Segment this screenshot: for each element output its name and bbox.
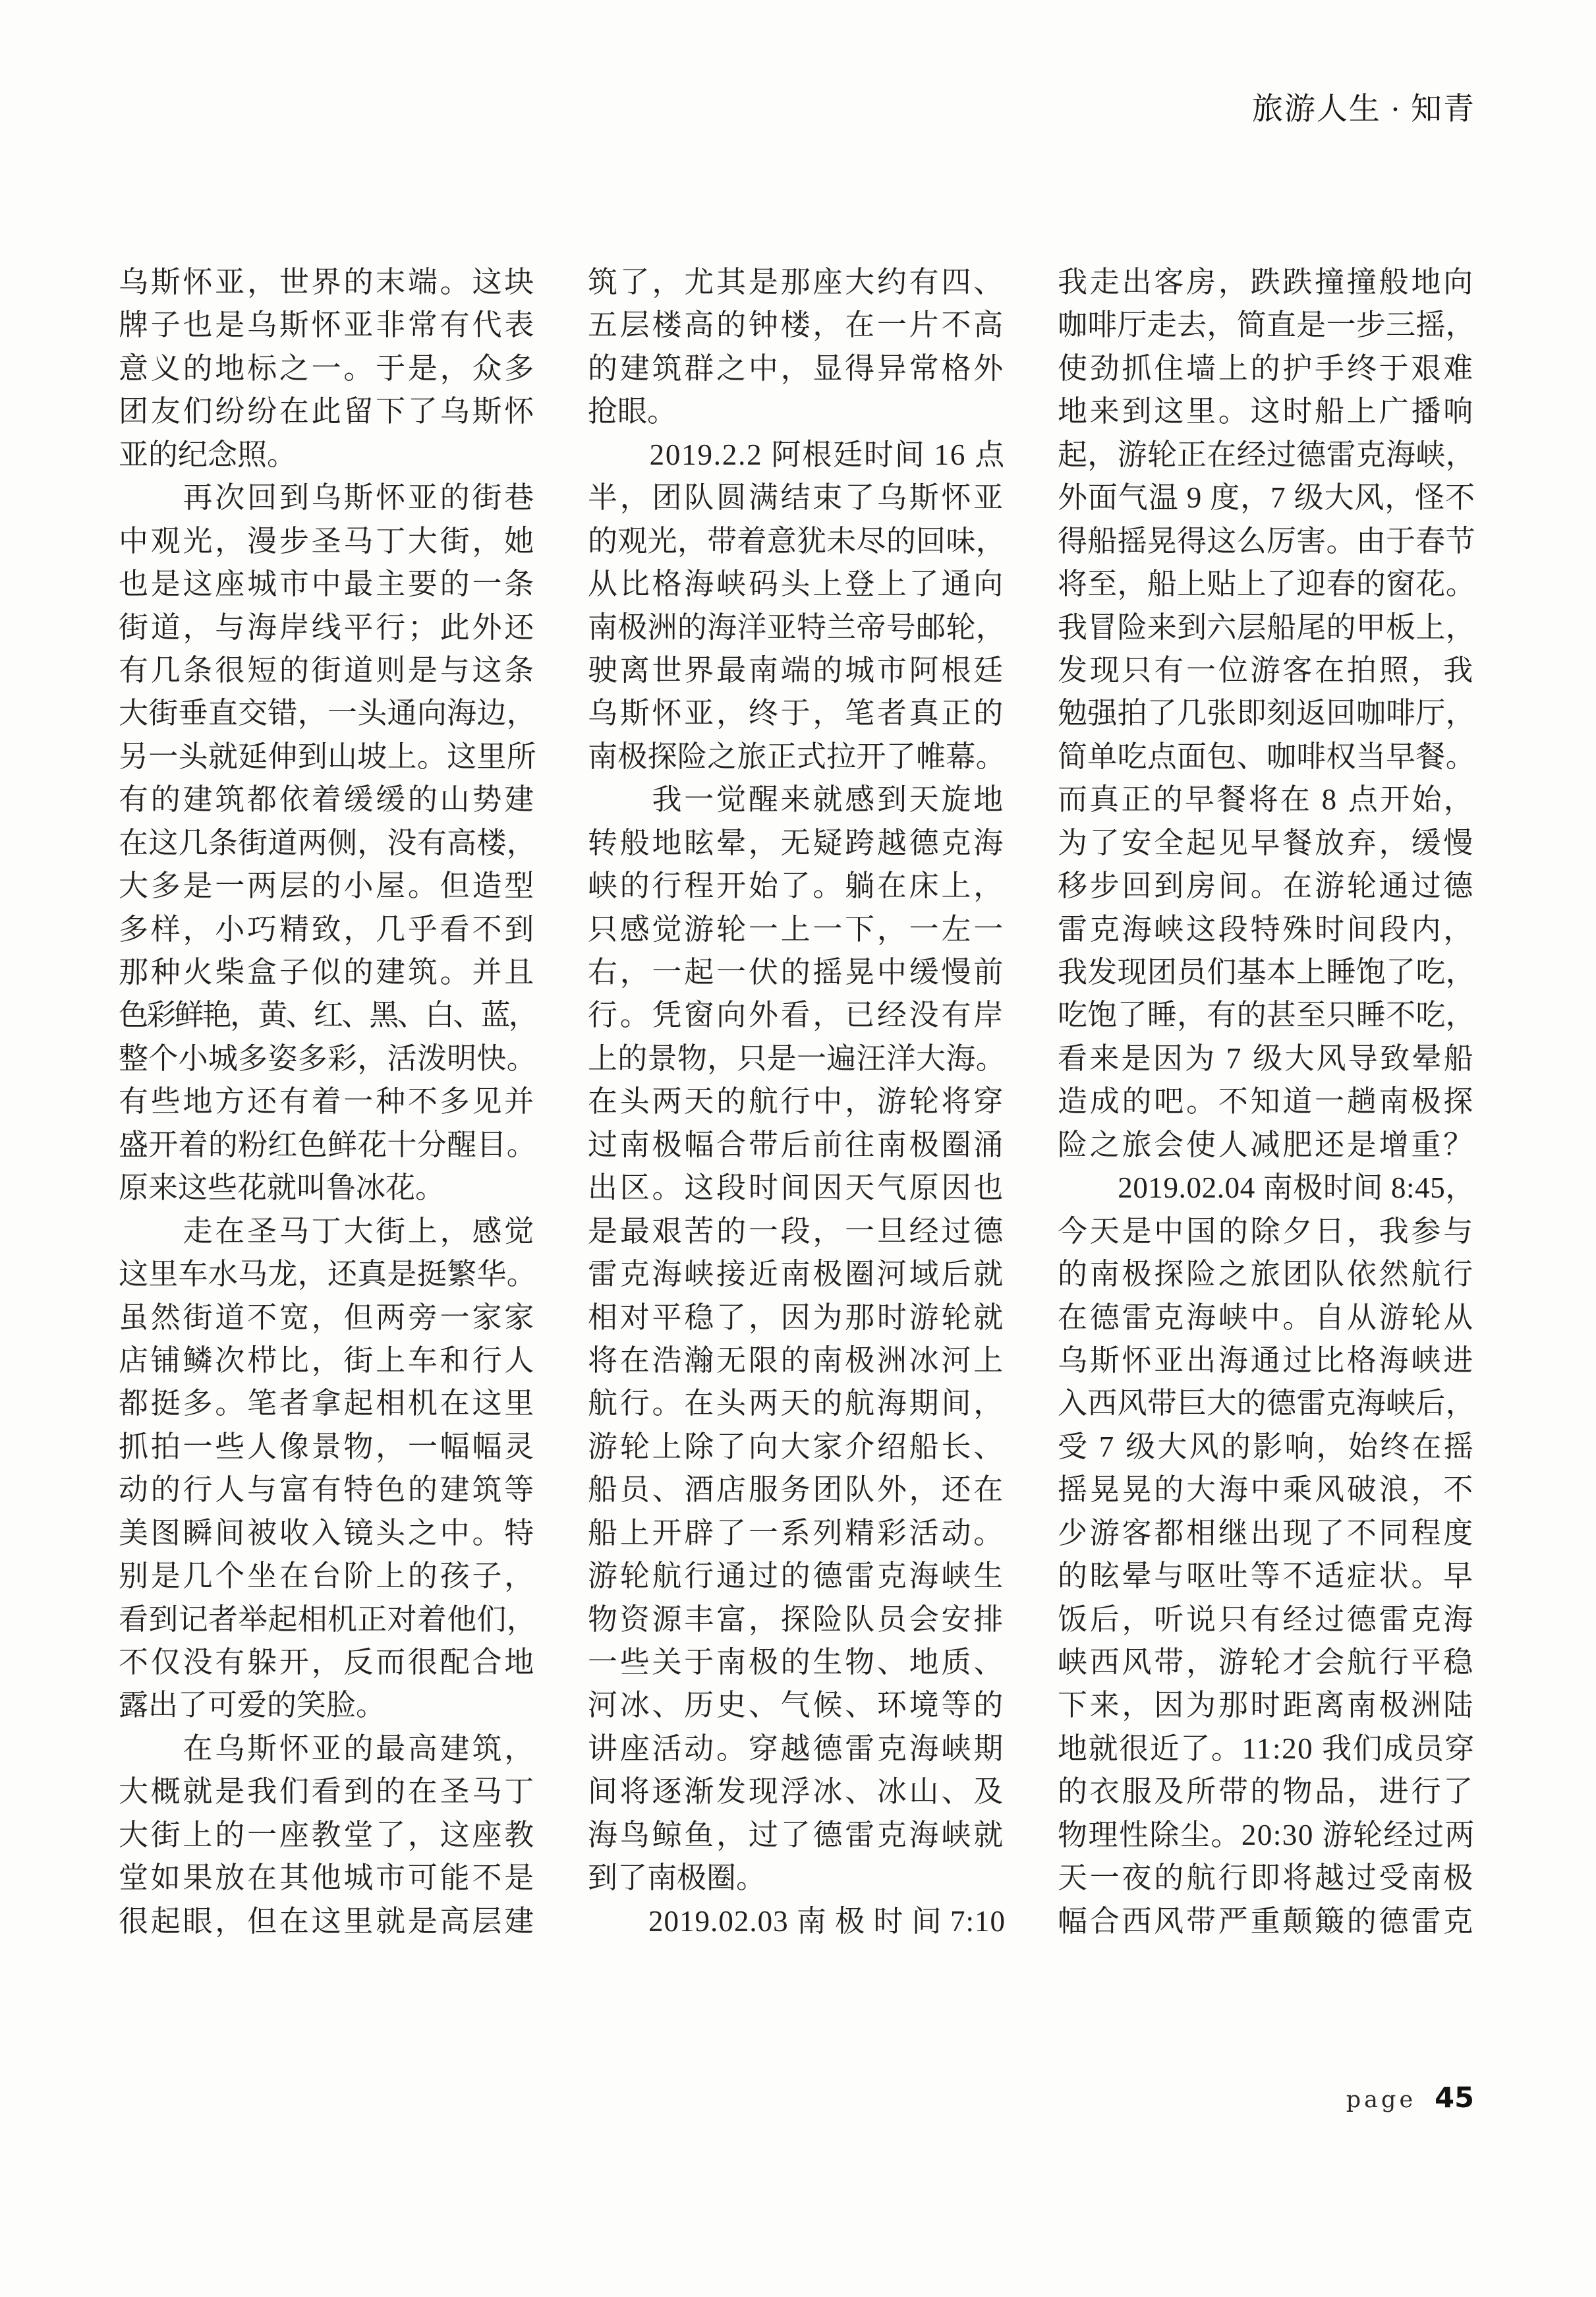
page-header-title: 旅游人生 · 知青 <box>1251 92 1475 127</box>
text-line: 使劲抓住墙上的护手终于艰难 <box>1058 351 1475 385</box>
text-line: 店铺鳞次栉比，街上车和行人 <box>119 1343 536 1377</box>
text-line: 我冒险来到六层船尾的甲板上， <box>1058 610 1475 644</box>
text-line: 大街上的一座教堂了，这座教 <box>119 1818 536 1851</box>
text-line: 是最艰苦的一段，一旦经过德 <box>588 1214 1006 1248</box>
text-line: 大街垂直交错，一头通向海边， <box>119 697 536 730</box>
text-line: 南极探险之旅正式拉开了帷幕。 <box>588 740 1006 773</box>
text-line: 也是这座城市中最主要的一条 <box>119 567 536 601</box>
text-line: 在德雷克海峡中。自从游轮从 <box>1058 1300 1475 1334</box>
text-line: 发现只有一位游客在拍照，我 <box>1058 653 1475 687</box>
text-line: 雷克海峡这段特殊时间段内， <box>1058 912 1475 946</box>
text-line: 美图瞬间被收入镜头之中。特 <box>119 1516 536 1550</box>
text-line: 得船摇晃得这么厉害。由于春节 <box>1058 524 1475 558</box>
text-line: 别是几个坐在台阶上的孩子， <box>119 1559 536 1593</box>
text-line: 半，团队圆满结束了乌斯怀亚 <box>588 481 1006 515</box>
text-line: 从比格海峡码头上登上了通向 <box>588 567 1006 601</box>
text-line: 很起眼，但在这里就是高层建 <box>119 1904 536 1938</box>
text-line: 2019.02.03 南 极 时 间 7:10 <box>588 1904 1006 1938</box>
text-line: 亚的纪念照。 <box>119 438 297 471</box>
text-line: 有些地方还有着一种不多见并 <box>119 1085 536 1119</box>
text-line: 移步回到房间。在游轮通过德 <box>1058 869 1475 903</box>
text-line: 筑了，尤其是那座大约有四、 <box>588 266 1006 299</box>
text-line: 不仅没有躲开，反而很配合地 <box>119 1646 536 1679</box>
text-line: 少游客都相继出现了不同程度 <box>1058 1516 1475 1550</box>
text-line: 街道，与海岸线平行；此外还 <box>119 610 536 644</box>
text-line: 入西风带巨大的德雷克海峡后， <box>1058 1387 1475 1420</box>
text-line: 动的行人与富有特色的建筑等 <box>119 1473 536 1507</box>
text-line: 物理性除尘。20:30 游轮经过两 <box>1058 1818 1475 1851</box>
text-line: 下来，因为那时距离南极洲陆 <box>1058 1689 1475 1722</box>
text-line: 看到记者举起相机正对着他们， <box>119 1602 536 1636</box>
text-line: 那种火柴盒子似的建筑。并且 <box>119 956 536 989</box>
text-column-1 <box>119 261 536 1943</box>
text-line: 造成的吧。不知道一趟南极探 <box>1058 1085 1475 1119</box>
text-line: 中观光，漫步圣马丁大街，她 <box>119 524 536 558</box>
text-line: 的南极探险之旅团队依然航行 <box>1058 1258 1475 1291</box>
text-line: 大概就是我们看到的在圣马丁 <box>119 1775 536 1809</box>
text-line: 堂如果放在其他城市可能不是 <box>119 1861 536 1895</box>
text-line: 五层楼高的钟楼，在一片不高 <box>588 308 1006 342</box>
text-line: 露出了可爱的笑脸。 <box>119 1689 386 1722</box>
text-line: 有几条很短的街道则是与这条 <box>119 653 536 687</box>
text-line: 上的景物，只是一遍汪洋大海。 <box>588 1041 1006 1075</box>
text-line: 再次回到乌斯怀亚的街巷 <box>119 481 536 515</box>
text-line: 的衣服及所带的物品，进行了 <box>1058 1775 1475 1809</box>
text-line: 在头两天的航行中，游轮将穿 <box>588 1085 1006 1119</box>
text-line: 抓拍一些人像景物，一幅幅灵 <box>119 1430 536 1463</box>
text-line: 一些关于南极的生物、地质、 <box>588 1646 1006 1679</box>
text-line: 我一觉醒来就感到天旋地 <box>588 783 1006 817</box>
text-line: 走在圣马丁大街上，感觉 <box>119 1214 536 1248</box>
text-line: 牌子也是乌斯怀亚非常有代表 <box>119 308 536 342</box>
text-line: 在这几条街道两侧，没有高楼， <box>119 826 536 859</box>
text-line: 在乌斯怀亚的最高建筑， <box>119 1731 536 1765</box>
text-line: 游轮上除了向大家介绍船长、 <box>588 1430 1006 1463</box>
text-line: 团友们纷纷在此留下了乌斯怀 <box>119 395 536 428</box>
text-line: 物资源丰富，探险队员会安排 <box>588 1602 1006 1636</box>
text-line: 峡西风带，游轮才会航行平稳 <box>1058 1646 1475 1679</box>
text-line: 讲座活动。穿越德雷克海峡期 <box>588 1731 1006 1765</box>
text-line: 只感觉游轮一上一下，一左一 <box>588 912 1006 946</box>
text-line: 咖啡厅走去，简直是一步三摇， <box>1058 308 1475 342</box>
text-line: 另一头就延伸到山坡上。这里所 <box>119 740 536 773</box>
text-line: 都挺多。笔者拿起相机在这里 <box>119 1387 536 1420</box>
text-line: 外面气温 9 度，7 级大风，怪不 <box>1058 481 1475 515</box>
text-line: 抢眼。 <box>588 395 677 428</box>
text-line: 险之旅会使人减肥还是增重？ <box>1058 1128 1475 1161</box>
text-line: 的建筑群之中，显得异常格外 <box>588 351 1006 385</box>
text-line: 船上开辟了一系列精彩活动。 <box>588 1516 1006 1550</box>
text-column-3 <box>1058 261 1475 1943</box>
text-line: 2019.2.2 阿根廷时间 16 点 <box>588 438 1006 471</box>
text-line: 右，一起一伏的摇晃中缓慢前 <box>588 956 1006 989</box>
footer-page-label: page <box>1346 2087 1417 2113</box>
text-line: 整个小城多姿多彩，活泼明快。 <box>119 1041 536 1075</box>
text-line: 我发现团员们基本上睡饱了吃， <box>1058 956 1475 989</box>
text-line: 河冰、历史、气候、环境等的 <box>588 1689 1006 1722</box>
text-line: 起，游轮正在经过德雷克海峡， <box>1058 438 1475 471</box>
footer-page-number: 45 <box>1435 2081 1474 2114</box>
text-line: 雷克海峡接近南极圈河域后就 <box>588 1258 1006 1291</box>
text-line: 多样，小巧精致，几乎看不到 <box>119 912 536 946</box>
text-line: 摇晃晃的大海中乘风破浪，不 <box>1058 1473 1475 1507</box>
text-line: 我走出客房，跌跌撞撞般地向 <box>1058 266 1475 299</box>
text-line: 大多是一两层的小屋。但造型 <box>119 869 536 903</box>
text-line: 幅合西风带严重颠簸的德雷克 <box>1058 1904 1475 1938</box>
text-line: 意义的地标之一。于是，众多 <box>119 351 536 385</box>
text-column-2 <box>588 261 1006 1943</box>
text-line: 相对平稳了，因为那时游轮就 <box>588 1300 1006 1334</box>
text-line: 色彩鲜艳，黄、红、黑、白、蓝， <box>119 999 536 1032</box>
text-line: 勉强拍了几张即刻返回咖啡厅， <box>1058 697 1475 730</box>
text-line: 2019.02.04 南极时间 8:45， <box>1058 1171 1475 1205</box>
text-line: 船员、酒店服务团队外，还在 <box>588 1473 1006 1507</box>
text-line: 行。凭窗向外看，已经没有岸 <box>588 999 1006 1032</box>
text-line: 今天是中国的除夕日，我参与 <box>1058 1214 1475 1248</box>
text-line: 乌斯怀亚，世界的末端。这块 <box>119 266 536 299</box>
text-line: 盛开着的粉红色鲜花十分醒目。 <box>119 1128 536 1161</box>
text-line: 有的建筑都依着缓缓的山势建 <box>119 783 536 817</box>
text-line: 乌斯怀亚出海通过比格海峡进 <box>1058 1343 1475 1377</box>
text-line: 过南极幅合带后前往南极圈涌 <box>588 1128 1006 1161</box>
text-line: 乌斯怀亚，终于，笔者真正的 <box>588 697 1006 730</box>
text-line: 地就很近了。11:20 我们成员穿 <box>1058 1731 1475 1765</box>
text-line: 南极洲的海洋亚特兰帝号邮轮， <box>588 610 1006 644</box>
text-line: 饭后，听说只有经过德雷克海 <box>1058 1602 1475 1636</box>
text-line: 天一夜的航行即将越过受南极 <box>1058 1861 1475 1895</box>
text-line: 虽然街道不宽，但两旁一家家 <box>119 1300 536 1334</box>
text-line: 的观光，带着意犹未尽的回味， <box>588 524 1006 558</box>
text-line: 出区。这段时间因天气原因也 <box>588 1171 1006 1205</box>
text-line: 转般地眩晕，无疑跨越德克海 <box>588 826 1006 859</box>
text-line: 将至，船上贴上了迎春的窗花。 <box>1058 567 1475 601</box>
text-line: 地来到这里。这时船上广播响 <box>1058 395 1475 428</box>
text-line: 而真正的早餐将在 8 点开始， <box>1058 783 1475 817</box>
text-line: 为了安全起见早餐放弃，缓慢 <box>1058 826 1475 859</box>
text-line: 看来是因为 7 级大风导致晕船 <box>1058 1041 1475 1075</box>
text-line: 将在浩瀚无限的南极洲冰河上 <box>588 1343 1006 1377</box>
text-line: 航行。在头两天的航海期间， <box>588 1387 1006 1420</box>
text-line: 受 7 级大风的影响，始终在摇 <box>1058 1430 1475 1463</box>
text-line: 这里车水马龙，还真是挺繁华。 <box>119 1258 536 1291</box>
text-line: 简单吃点面包、咖啡权当早餐。 <box>1058 740 1475 773</box>
text-line: 驶离世界最南端的城市阿根廷 <box>588 653 1006 687</box>
text-line: 游轮航行通过的德雷克海峡生 <box>588 1559 1006 1593</box>
text-line: 吃饱了睡，有的甚至只睡不吃， <box>1058 999 1475 1032</box>
text-line: 间将逐渐发现浮冰、冰山、及 <box>588 1775 1006 1809</box>
text-line: 的眩晕与呕吐等不适症状。早 <box>1058 1559 1475 1593</box>
text-line: 海鸟鲸鱼，过了德雷克海峡就 <box>588 1818 1006 1851</box>
text-line: 峡的行程开始了。躺在床上， <box>588 869 1006 903</box>
text-line: 到了南极圈。 <box>588 1861 766 1895</box>
text-line: 原来这些花就叫鲁冰花。 <box>119 1171 445 1205</box>
page-footer <box>1346 2081 1474 2114</box>
